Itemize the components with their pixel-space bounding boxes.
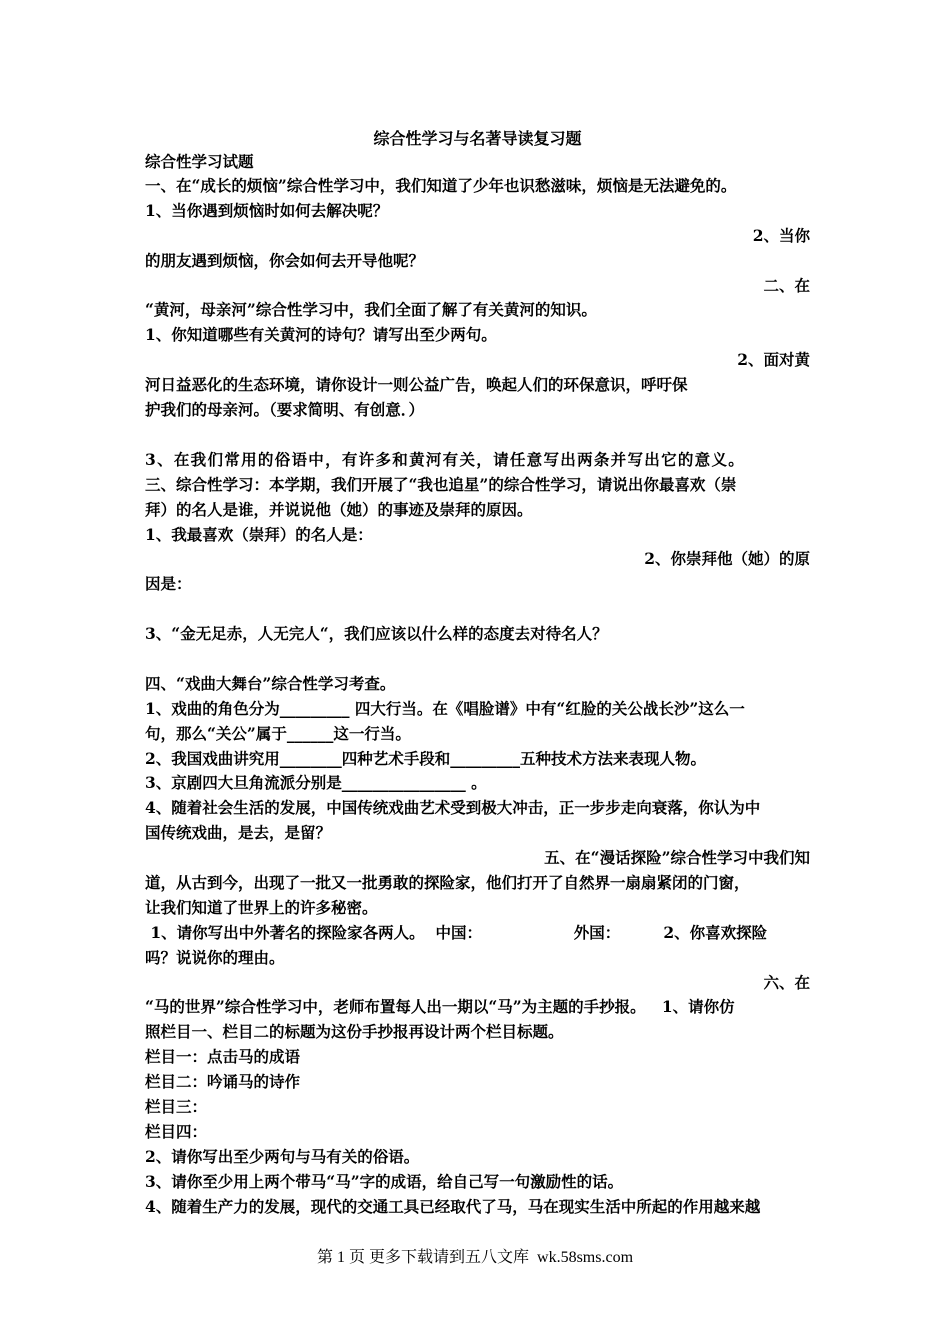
question-line: 1、请你写出中外著名的探险家各两人。 中国： 外国： 2、你喜欢探险	[145, 923, 768, 942]
question-line: 护我们的母亲河。（要求简明、有创意．）	[145, 400, 425, 419]
section-heading: 综合性学习试题	[145, 152, 254, 171]
question-line: 句，那么“关公”属于______这一行当。	[145, 724, 411, 743]
question-line: 1、戏曲的角色分为_________ 四大行当。在《唱脸谱》中有“红脸的关公战长沙”这么一	[145, 699, 745, 718]
footer-page-prefix: 第	[316, 1249, 333, 1266]
question-line: 3、京剧四大旦角流派分别是________________ 。	[145, 773, 487, 792]
question-line: 2、当你	[752, 226, 810, 245]
question-line: 4、随着社会生活的发展，中国传统戏曲艺术受到极大冲击，正一步步走向衰落，你认为中	[145, 798, 761, 817]
section-heading: 四、“戏曲大舞台”综合性学习考查。	[145, 674, 396, 693]
question-line: 3、“金无足赤，人无完人“，我们应该以什么样的态度去对待名人？	[145, 624, 608, 643]
section-heading: 三、综合性学习：本学期，我们开展了“我也追星”的综合性学习，请说出你最喜欢（崇	[145, 475, 737, 494]
document-title: 综合性学习与名著导读复习题	[373, 129, 582, 148]
page-footer	[0, 1244, 950, 1267]
list-item: 栏目三：	[145, 1097, 208, 1116]
paragraph-line: 让我们知道了世界上的许多秘密。	[145, 898, 378, 917]
section-heading: 二、在	[763, 276, 810, 295]
list-item: 栏目二：吟诵马的诗作	[145, 1072, 301, 1091]
question-line: 3、请你至少用上两个带马“马”字的成语，给自己写一句激励性的话。	[145, 1172, 624, 1191]
question-line: 1、当你遇到烦恼时如何去解决呢？	[145, 201, 389, 220]
question-line: 2、我国戏曲讲究用________四种艺术手段和_________五种技术方法来表现人物。	[145, 749, 707, 768]
paragraph-line: 拜）的名人是谁，并说说他（她）的事迹及崇拜的原因。	[145, 500, 533, 519]
list-item: 栏目一：点击马的成语	[145, 1047, 301, 1066]
paragraph-line: 一、在“成长的烦恼”综合性学习中，我们知道了少年也识愁滋味，烦恼是无法避免的。	[145, 176, 737, 195]
paragraph-line: 道，从古到今，出现了一批又一批勇敢的探险家，他们打开了自然界一扇扇紧闭的门窗，	[145, 873, 750, 892]
paragraph-line: “马的世界”综合性学习中，老师布置每人出一期以“马”为主题的手抄报。 1、请你仿	[145, 997, 735, 1016]
question-line: 2、请你写出至少两句与马有关的俗语。	[145, 1147, 420, 1166]
question-line: 2、你崇拜他（她）的原	[644, 549, 810, 568]
list-item: 栏目四：	[145, 1122, 208, 1141]
question-line: 1、我最喜欢（崇拜）的名人是：	[145, 525, 373, 544]
section-heading: 五、在“漫话探险”综合性学习中我们知	[544, 848, 810, 867]
question-line: 照栏目一、栏目二的标题为这份手抄报再设计两个栏目标题。	[145, 1022, 564, 1041]
question-line: 1、你知道哪些有关黄河的诗句？请写出至少两句。	[145, 325, 497, 344]
question-line: 因是：	[145, 574, 192, 593]
footer-site-link[interactable]: wk.58sms.com	[537, 1249, 634, 1266]
footer-page-suffix: 页 更多下载请到五八文库	[349, 1249, 530, 1266]
question-line: 4、随着生产力的发展，现代的交通工具已经取代了马，马在现实生活中所起的作用越来越	[145, 1197, 761, 1216]
paragraph-line: “黄河，母亲河”综合性学习中，我们全面了解了有关黄河的知识。	[145, 300, 597, 319]
question-line: 的朋友遇到烦恼，你会如何去开导他呢？	[145, 251, 425, 270]
question-line: 3、在我们常用的俗语中，有许多和黄河有关，请任意写出两条并写出它的意义。	[145, 450, 746, 469]
section-heading: 六、在	[763, 973, 810, 992]
question-line: 2、面对黄	[737, 350, 810, 369]
footer-page-number: 1	[337, 1249, 345, 1266]
question-line: 河日益恶化的生态环境，请你设计一则公益广告，唤起人们的环保意识，呼吁保	[145, 375, 688, 394]
question-line: 国传统戏曲，是去，是留？	[145, 823, 332, 842]
question-line: 吗？说说你的理由。	[145, 948, 285, 967]
